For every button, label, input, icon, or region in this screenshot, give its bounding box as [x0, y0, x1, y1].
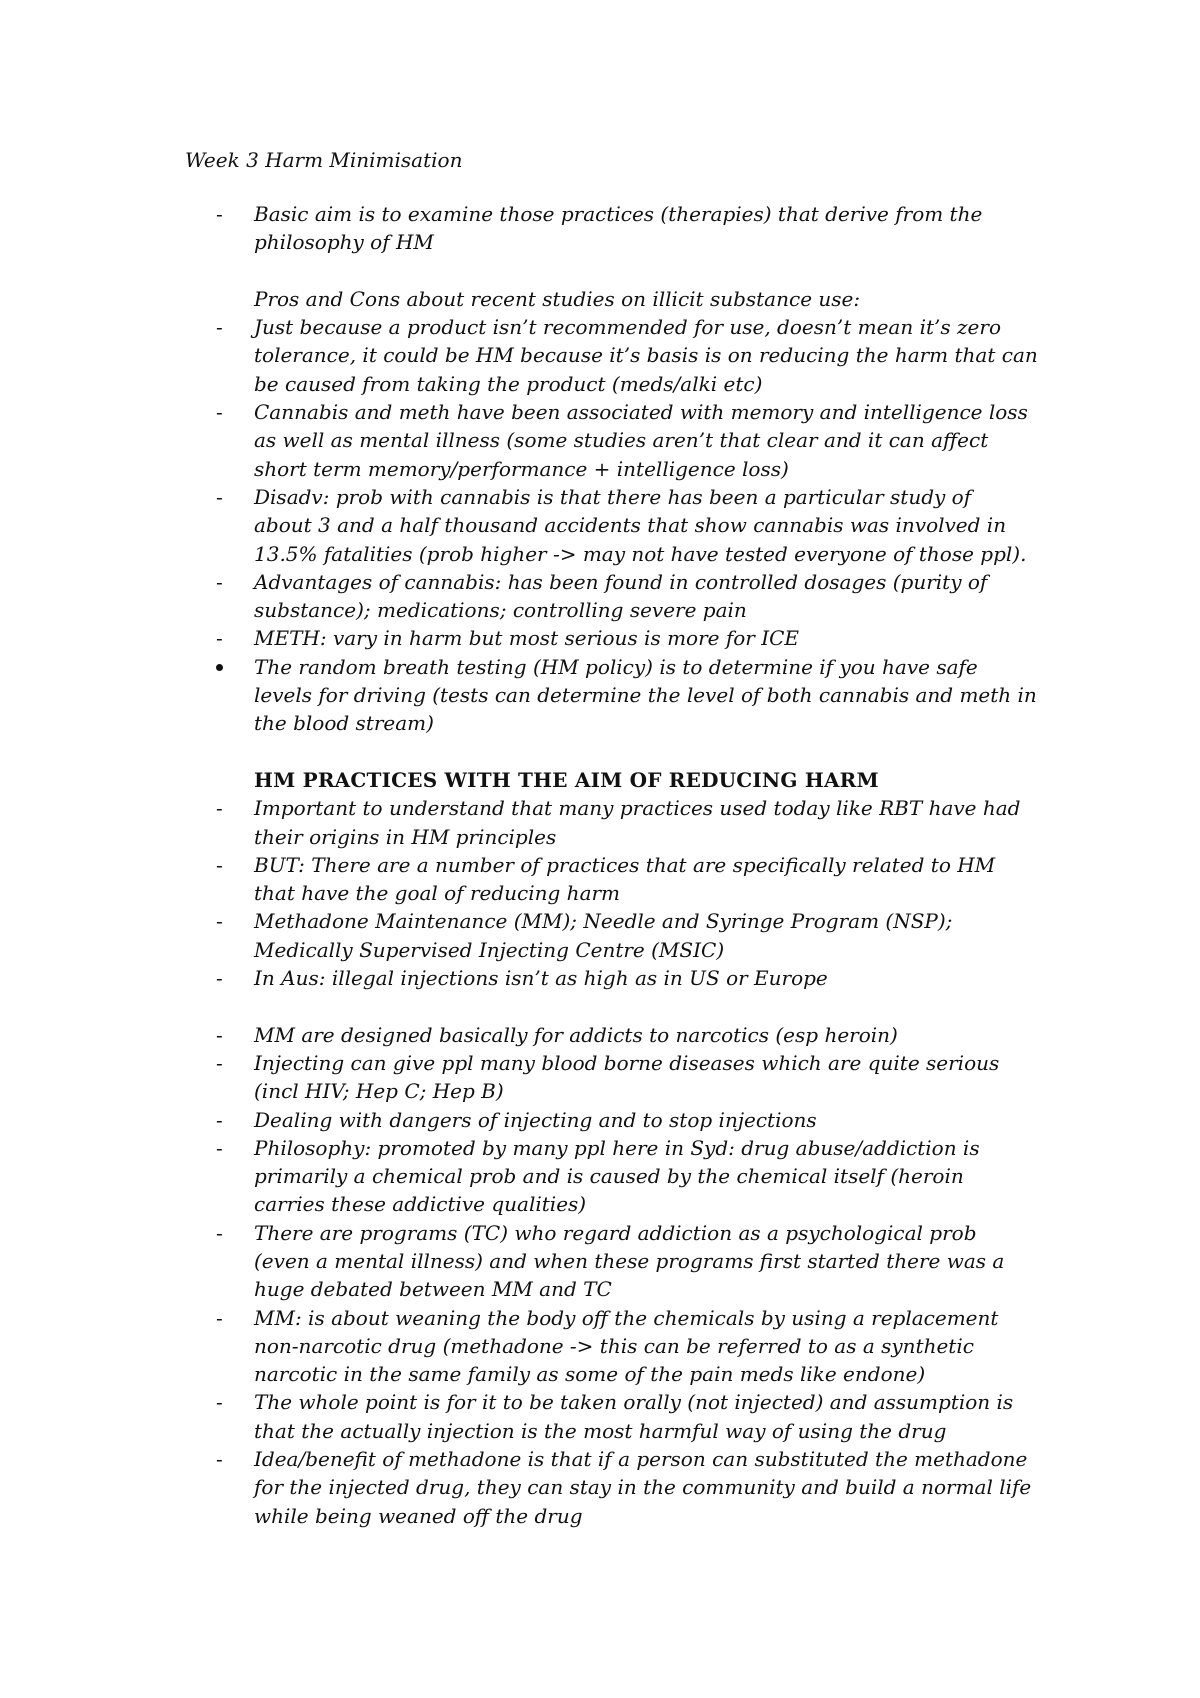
list-item-line: [0, 681, 1200, 709]
list-item-text: (incl HIV; Hep C; Hep B): [254, 1079, 504, 1104]
list-item-text: narcotic in the same family as some of the pain meds like endone): [254, 1362, 926, 1387]
list-item-line: [0, 907, 1200, 935]
list-item-text: The whole point is for it to be taken orally (not injected) and assumption is: [254, 1390, 1014, 1415]
list-item-line: [0, 936, 1200, 964]
list-item-line: [0, 1134, 1200, 1162]
intro-text: philosophy of HM: [254, 230, 434, 255]
list-item-text: In Aus: illegal injections isn’t as high as in US or Europe: [254, 966, 828, 991]
list-item-line: [0, 1049, 1200, 1077]
list-item-line: [0, 426, 1200, 454]
list-item-line: [0, 313, 1200, 341]
list-item-line: [0, 653, 1200, 681]
list-item-text: (even a mental illness) and when these programs first started there was a: [254, 1248, 1005, 1273]
list-item-line: [0, 596, 1200, 624]
list-item-line: [0, 794, 1200, 822]
list-item-text: for the injected drug, they can stay in the community and build a normal life: [254, 1475, 1032, 1500]
list-item-line: [0, 1077, 1200, 1105]
list-item-text: MM: is about weaning the body off the chemicals by using a replacement: [254, 1305, 999, 1330]
list-item-text: huge debated between MM and TC: [254, 1277, 612, 1302]
list-marker: -: [216, 909, 223, 934]
list-item-text: non-narcotic drug (methadone -> this can be referred to as a synthetic: [254, 1333, 974, 1358]
list-item-line: [0, 709, 1200, 737]
list-item-line: [0, 455, 1200, 483]
list-item-text: Medically Supervised Injecting Centre (MSIC): [254, 937, 725, 962]
list-item-line: [0, 1275, 1200, 1303]
list-item-text: Important to understand that many practices used today like RBT have had: [254, 796, 1021, 821]
list-item-text: MM are designed basically for addicts to narcotics (esp heroin): [254, 1022, 898, 1047]
list-item-text: substance); medications; controlling severe pain: [254, 598, 747, 623]
list-item-text: 13.5% fatalities (prob higher -> may not have tested everyone of those ppl).: [254, 541, 1027, 566]
list-item-text: short term memory/performance + intelligence loss): [254, 456, 789, 481]
list-item-line: [0, 1106, 1200, 1134]
paragraph-spacer: [0, 738, 1200, 766]
list-marker: -: [216, 202, 223, 226]
list-item-text: Methadone Maintenance (MM); Needle and Syringe Program (NSP);: [254, 909, 953, 934]
list-item-text: their origins in HM principles: [254, 824, 557, 849]
list-item-line: [0, 1473, 1200, 1501]
list-marker: -: [216, 1050, 223, 1075]
list-item-text: tolerance, it could be HM because it’s basis is on reducing the harm that can: [254, 343, 1038, 368]
intro-line: [0, 228, 1200, 256]
list-item-line: [0, 851, 1200, 879]
list-item-text: that have the goal of reducing harm: [254, 881, 621, 906]
list-marker: -: [216, 626, 223, 651]
list-item-line: [0, 398, 1200, 426]
list-item-text: The random breath testing (HM policy) is to determine if you have safe: [254, 654, 978, 679]
list-item-text: as well as mental illness (some studies aren’t that clear and it can affect: [254, 428, 989, 453]
list-item-text: There are programs (TC) who regard addiction as a psychological prob: [254, 1220, 977, 1245]
section-subheading: [0, 285, 1200, 313]
list-item-line: [0, 879, 1200, 907]
list-item-line: [0, 1360, 1200, 1388]
list-marker: -: [216, 966, 223, 991]
list-item-text: about 3 and a half thousand accidents that show cannabis was involved in: [254, 513, 1007, 538]
list-marker: -: [216, 1107, 223, 1132]
list-marker: -: [216, 569, 223, 594]
list-marker: -: [216, 1390, 223, 1415]
list-item-text: Just because a product isn’t recommended for use, doesn’t mean it’s zero: [254, 315, 1001, 340]
section-heading: [0, 766, 1200, 794]
list-item-line: [0, 964, 1200, 992]
list-marker: -: [216, 315, 223, 340]
list-marker: -: [216, 1447, 223, 1472]
list-marker: -: [216, 852, 223, 877]
list-item-line: [0, 1332, 1200, 1360]
list-marker: -: [216, 484, 223, 509]
paragraph-spacer: [0, 257, 1200, 285]
list-item-text: Dealing with dangers of injecting and to stop injections: [254, 1107, 817, 1132]
list-item-line: [0, 1388, 1200, 1416]
list-item-text: while being weaned off the drug: [254, 1503, 583, 1528]
list-item-text: Advantages of cannabis: has been found in controlled dosages (purity of: [254, 569, 988, 594]
list-item-line: [0, 370, 1200, 398]
list-item-line: [0, 1162, 1200, 1190]
list-marker: -: [216, 400, 223, 425]
bullet-dot-icon: [216, 664, 223, 671]
list-marker: -: [216, 1022, 223, 1047]
list-item-text: levels for driving (tests can determine the level of both cannabis and meth in: [254, 683, 1037, 708]
list-marker: -: [216, 1220, 223, 1245]
list-item-text: primarily a chemical prob and is caused by the chemical itself (heroin: [254, 1164, 964, 1189]
list-item-text: BUT: There are a number of practices that are specifically related to HM: [254, 852, 996, 877]
list-item-line: [0, 568, 1200, 596]
intro-text: Basic aim is to examine those practices (therapies) that derive from the: [254, 202, 983, 226]
list-item-line: [0, 540, 1200, 568]
subheading-text: Pros and Cons about recent studies on illicit substance use:: [254, 286, 861, 311]
list-item-line: [0, 1190, 1200, 1218]
list-item-line: [0, 1247, 1200, 1275]
list-item-line: [0, 1021, 1200, 1049]
list-item-line: [0, 341, 1200, 369]
list-item-line: [0, 624, 1200, 652]
list-item-text: carries these addictive qualities): [254, 1192, 587, 1217]
list-marker: -: [216, 1305, 223, 1330]
list-marker: -: [216, 1135, 223, 1160]
document-body: [0, 200, 1200, 1530]
document-title: Week 3 Harm Minimisation: [185, 148, 463, 172]
list-item-line: [0, 511, 1200, 539]
paragraph-spacer: [0, 992, 1200, 1020]
list-item-text: the blood stream): [254, 711, 434, 736]
list-item-text: METH: vary in harm but most serious is more for ICE: [254, 626, 799, 651]
heading-text: HM PRACTICES WITH THE AIM OF REDUCING HARM: [254, 767, 879, 792]
list-item-text: Cannabis and meth have been associated with memory and intelligence loss: [254, 400, 1028, 425]
list-item-text: Idea/benefit of methadone is that if a person can substituted the methadone: [254, 1447, 1028, 1472]
list-item-line: [0, 1304, 1200, 1332]
list-item-line: [0, 1502, 1200, 1530]
list-item-text: Disadv: prob with cannabis is that there has been a particular study of: [254, 484, 972, 509]
list-item-text: be caused from taking the product (meds/alki etc): [254, 371, 763, 396]
list-item-line: [0, 1417, 1200, 1445]
list-item-line: [0, 823, 1200, 851]
intro-line: [0, 200, 1200, 228]
list-item-line: [0, 483, 1200, 511]
list-item-text: Philosophy: promoted by many ppl here in Syd: drug abuse/addiction is: [254, 1135, 980, 1160]
list-item-line: [0, 1445, 1200, 1473]
list-item-line: [0, 1219, 1200, 1247]
list-marker: -: [216, 796, 223, 821]
list-item-text: that the actually injection is the most harmful way of using the drug: [254, 1418, 947, 1443]
list-item-text: Injecting can give ppl many blood borne diseases which are quite serious: [254, 1050, 1000, 1075]
